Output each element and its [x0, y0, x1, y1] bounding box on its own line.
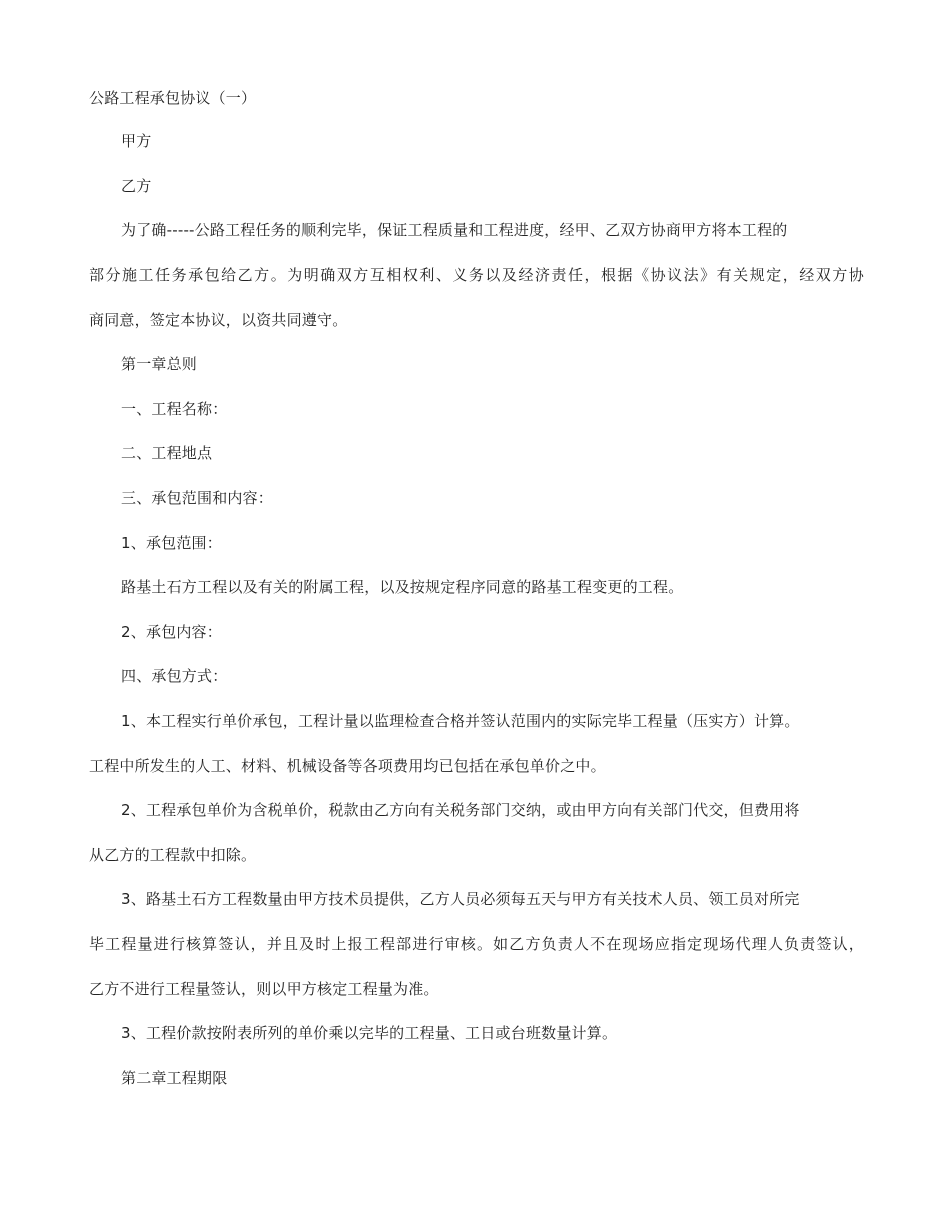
preamble-line-1: 为了确-----公路工程任务的顺利完毕，保证工程质量和工程进度，经甲、乙双方协商甲方将本工程的 — [121, 221, 788, 239]
contract-method-item: 四、承包方式： — [121, 667, 228, 685]
scope-subitem: 1、承包范围： — [121, 534, 222, 552]
party-a-label: 甲方 — [121, 132, 152, 150]
scope-content-item: 三、承包范围和内容： — [121, 489, 274, 507]
party-b-label: 乙方 — [121, 177, 152, 195]
method-clause-1-line-2: 工程中所发生的人工、材料、机械设备等各项费用均已包括在承包单价之中。 — [89, 757, 606, 775]
method-clause-2-line-1: 2、工程承包单价为含税单价，税款由乙方向有关税务部门交纳，或由甲方向有关部门代交，但费用将 — [121, 801, 800, 819]
document-title: 公路工程承包协议（一） — [89, 89, 257, 107]
method-clause-2-line-2: 从乙方的工程款中扣除。 — [89, 846, 257, 864]
chapter-1-heading: 第一章总则 — [121, 355, 198, 373]
method-clause-1-line-1: 1、本工程实行单价承包，工程计量以监理检查合格并签认范围内的实际完毕工程量（压实方）计算。 — [121, 712, 800, 730]
project-name-item: 一、工程名称： — [121, 400, 228, 418]
scope-description: 路基土石方工程以及有关的附属工程，以及按规定程序同意的路基工程变更的工程。 — [121, 578, 684, 596]
method-clause-4: 3、工程价款按附表所列的单价乘以完毕的工程量、工日或台班数量计算。 — [121, 1024, 618, 1042]
project-location-item: 二、工程地点 — [121, 444, 213, 462]
method-clause-3-line-1: 3、路基土石方工程数量由甲方技术员提供，乙方人员必须每五天与甲方有关技术人员、领工员对所完 — [121, 890, 800, 908]
method-clause-3-line-2: 毕工程量进行核算签认，并且及时上报工程部进行审核。如乙方负责人不在现场应指定现场代理人负责签认， — [89, 935, 864, 953]
method-clause-3-line-3: 乙方不进行工程量签认，则以甲方核定工程量为准。 — [89, 980, 439, 998]
preamble-line-2: 部分施工任务承包给乙方。为明确双方互相权利、义务以及经济责任，根据《协议法》有关规定，经双方协 — [89, 266, 864, 284]
chapter-2-heading: 第二章工程期限 — [121, 1069, 228, 1087]
preamble-line-3: 商同意，签定本协议，以资共同遵守。 — [89, 311, 348, 329]
content-subitem: 2、承包内容： — [121, 623, 222, 641]
